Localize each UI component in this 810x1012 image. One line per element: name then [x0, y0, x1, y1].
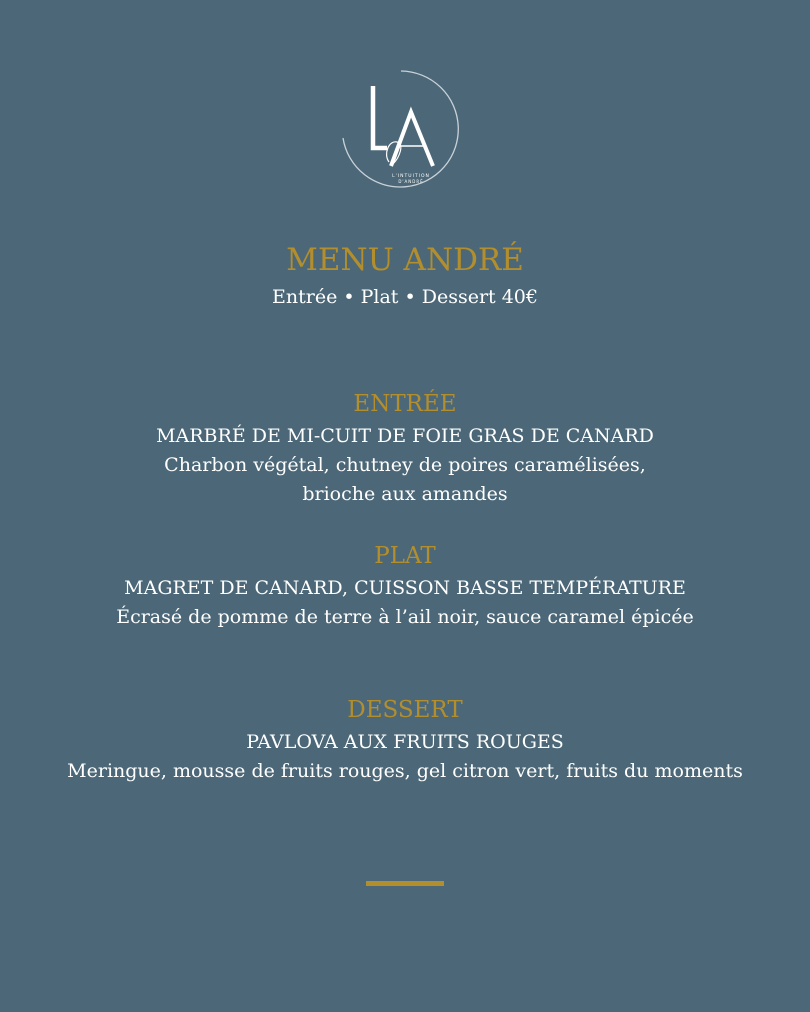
entree-desc-1: Charbon végétal, chutney de poires caramélisées,	[164, 454, 646, 476]
logo-caption-2: D'ANDRÉ	[398, 179, 424, 184]
entree-dish: MARBRÉ DE MI-CUIT DE FOIE GRAS DE CANARD	[156, 425, 654, 447]
plat-desc-1: Écrasé de pomme de terre à l’ail noir, sauce caramel épicée	[116, 606, 694, 628]
entree-desc-2: brioche aux amandes	[302, 483, 508, 505]
dessert-desc-1: Meringue, mousse de fruits rouges, gel citron vert, fruits du moments	[67, 760, 743, 782]
dessert-heading: DESSERT	[347, 697, 463, 723]
dessert-dish: PAVLOVA AUX FRUITS ROUGES	[246, 731, 564, 753]
logo	[337, 66, 465, 196]
plat-dish: MAGRET DE CANARD, CUISSON BASSE TEMPÉRATURE	[124, 577, 686, 599]
monogram-logo-icon	[337, 66, 465, 196]
entree-heading: ENTRÉE	[353, 391, 457, 417]
gold-divider	[366, 881, 444, 886]
menu-title: MENU ANDRÉ	[286, 242, 524, 278]
logo-caption-1: L'INTUITION	[392, 174, 430, 179]
menu-subtitle: Entrée • Plat • Dessert 40€	[272, 286, 538, 308]
plat-heading: PLAT	[374, 543, 436, 569]
